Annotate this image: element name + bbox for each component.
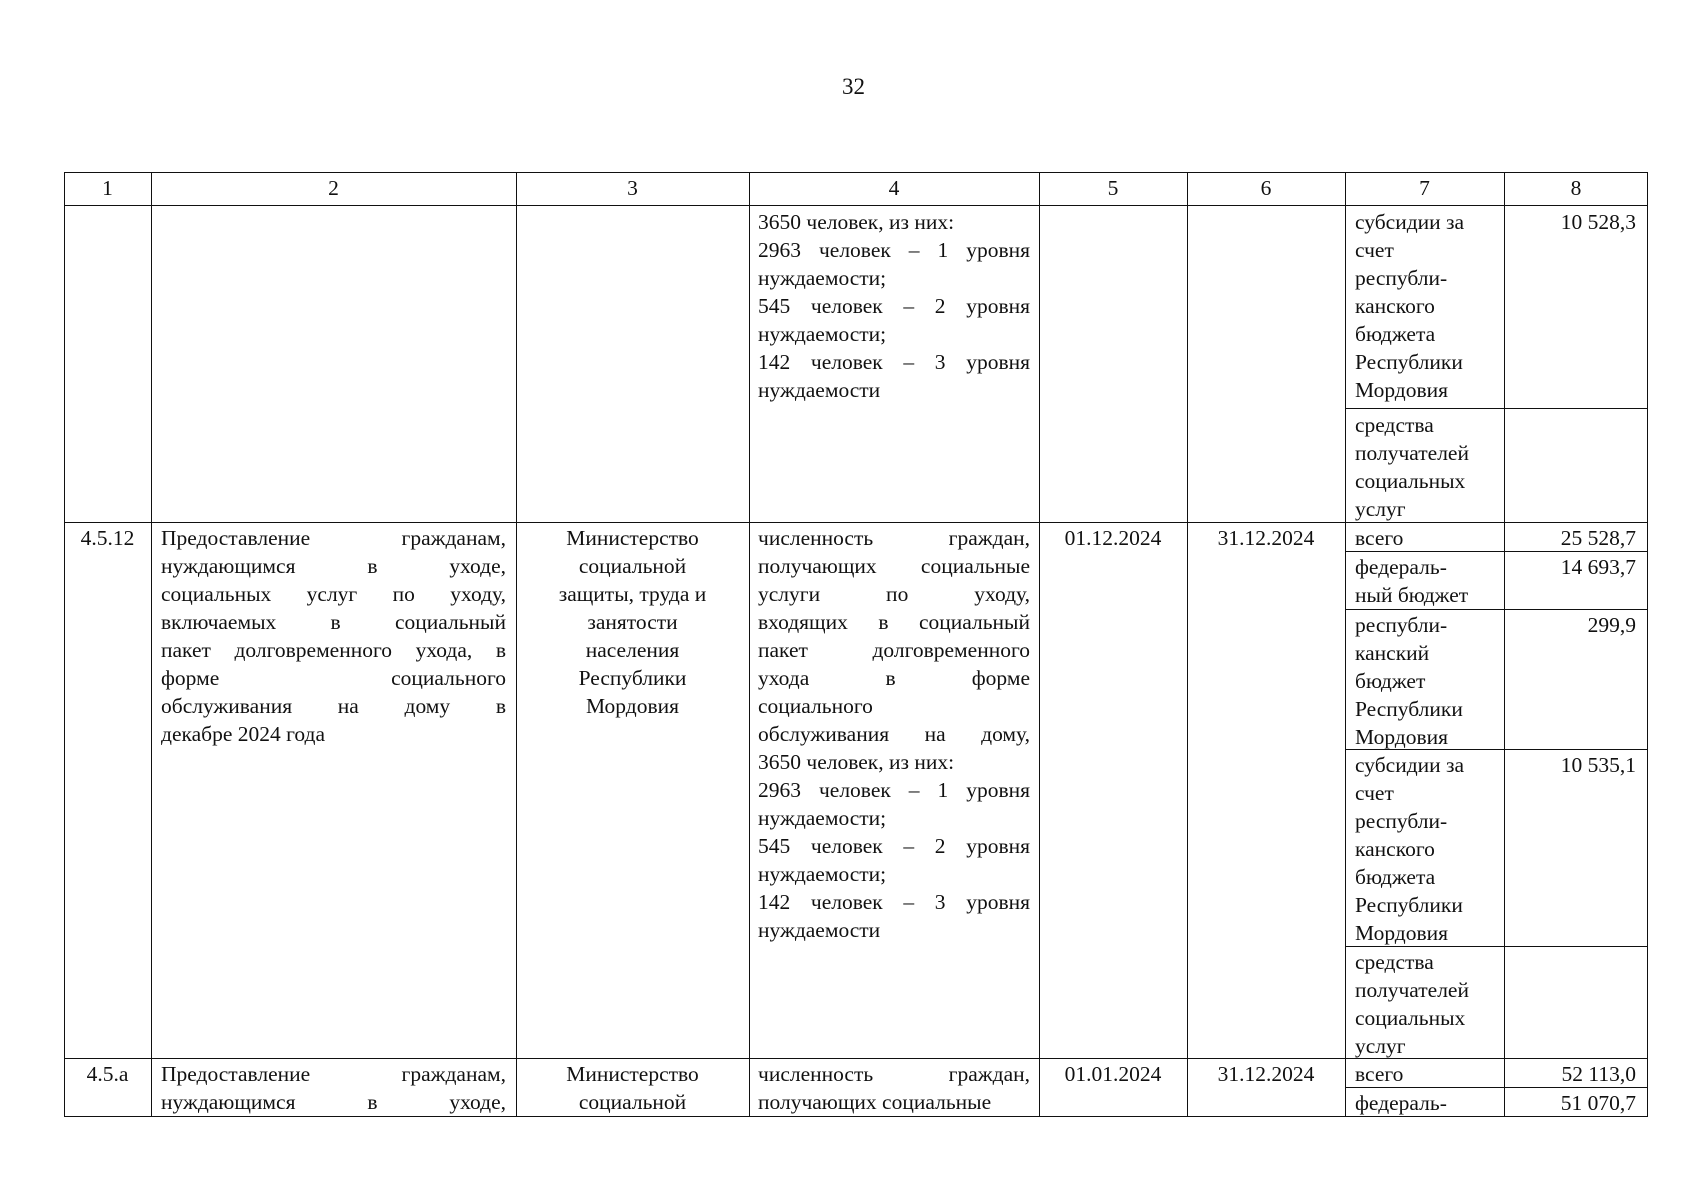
text-line: обслуживания на дому в [161, 694, 506, 718]
responsible-executor [516, 1060, 749, 1116]
text-line: 2963 человек – 1 уровня [758, 778, 1030, 802]
text-line: получающих социальные [758, 554, 1030, 578]
funding-amount: 52 113,0 [1561, 1062, 1636, 1086]
text-line: бюджета [1355, 865, 1436, 889]
text-line: канский [1355, 641, 1430, 665]
column-divider [749, 172, 750, 1117]
text-line: включаемых в социальный [161, 610, 506, 634]
text-line: республи- [1355, 266, 1448, 290]
end-date: 31.12.2024 [1217, 526, 1315, 550]
text-line: средства [1355, 950, 1434, 974]
funding-source-label [1355, 208, 1499, 404]
text-line: защиты, труда и [558, 582, 707, 606]
column-header-3: 3 [627, 176, 638, 200]
text-line: 3650 человек, из них: [758, 210, 955, 234]
text-line: Республики [1355, 893, 1463, 917]
text-line: социальной [578, 1090, 687, 1114]
text-line: Министерство [566, 1062, 699, 1086]
text-line: республи- [1355, 613, 1448, 637]
funding-amount: 10 528,3 [1560, 210, 1636, 234]
text-line: услуги по уходу, [758, 582, 1030, 606]
text-line: входящих в социальный [758, 610, 1030, 634]
column-divider [151, 172, 152, 1117]
text-line: нуждаемости; [758, 266, 887, 290]
text-line: пакет долговременного ухода, в [161, 638, 506, 662]
program-table [64, 172, 1648, 1117]
funding-source-label [1355, 948, 1499, 1060]
funding-source-label [1355, 1060, 1499, 1088]
text-line: Предоставление гражданам, [161, 1062, 506, 1086]
responsible-executor [516, 524, 749, 720]
start-date: 01.12.2024 [1064, 526, 1162, 550]
text-line: социального [758, 694, 873, 718]
funding-source-label [1355, 411, 1499, 523]
text-line: ухода в форме [758, 666, 1030, 690]
text-line: Предоставление гражданам, [161, 526, 506, 550]
column-divider [1039, 172, 1040, 1117]
text-line: 142 человек – 3 уровня [758, 890, 1030, 914]
text-line: населения [585, 638, 680, 662]
text-line: форме социального [161, 666, 506, 690]
text-line: Мордовия [1355, 921, 1449, 945]
event-name [161, 524, 506, 748]
start-date: 01.01.2024 [1064, 1062, 1162, 1086]
text-line: численность граждан, [758, 526, 1030, 550]
text-line: 545 человек – 2 уровня [758, 294, 1030, 318]
text-line: республи- [1355, 809, 1448, 833]
funding-amount: 25 528,7 [1560, 526, 1636, 550]
column-header-7: 7 [1419, 176, 1430, 200]
funding-source-label [1355, 611, 1499, 751]
column-header-4: 4 [888, 176, 900, 200]
text-line: социальной [578, 554, 687, 578]
text-line: получателей [1355, 978, 1469, 1002]
text-line: нуждающимся в уходе, [161, 554, 506, 578]
column-divider [1504, 172, 1505, 1117]
text-line: канского [1355, 837, 1435, 861]
text-line: Республики [578, 666, 687, 690]
text-line: обслуживания на дому, [758, 722, 1030, 746]
continued-indicator [758, 208, 1030, 404]
text-line: субсидии за [1355, 753, 1465, 777]
table-border-left [64, 172, 65, 1117]
text-line: социальных [1355, 1006, 1466, 1030]
text-line: социальных услуг по уходу, [161, 582, 506, 606]
text-line: счет [1355, 781, 1394, 805]
text-line: Мордовия [1355, 725, 1449, 749]
funding-source-label [1355, 1089, 1499, 1117]
text-line: декабре 2024 года [161, 722, 326, 746]
column-header-5: 5 [1107, 176, 1119, 200]
source-divider [1345, 609, 1648, 610]
row-number: 4.5.12 [80, 526, 135, 550]
text-line: канского [1355, 294, 1435, 318]
result-indicator [758, 524, 1030, 944]
text-line: 545 человек – 2 уровня [758, 834, 1030, 858]
funding-source-label [1355, 524, 1499, 552]
column-divider [1345, 172, 1346, 1117]
end-date: 31.12.2024 [1217, 1062, 1315, 1086]
text-line: занятости [587, 610, 678, 634]
source-divider [1345, 408, 1648, 409]
table-border-top [64, 172, 1648, 173]
text-line: нуждаемости; [758, 806, 887, 830]
text-line: всего [1355, 526, 1404, 550]
text-line: получателей [1355, 441, 1469, 465]
text-line: всего [1355, 1062, 1404, 1086]
text-line: ный бюджет [1355, 583, 1469, 607]
funding-amount: 51 070,7 [1560, 1091, 1636, 1115]
text-line: федераль- [1355, 1091, 1447, 1115]
text-line: численность граждан, [758, 1062, 1030, 1086]
text-line: 142 человек – 3 уровня [758, 350, 1030, 374]
text-line: услуг [1355, 1034, 1406, 1058]
text-line: бюджета [1355, 322, 1436, 346]
event-name [161, 1060, 506, 1116]
text-line: Республики [1355, 697, 1463, 721]
text-line: Мордовия [585, 694, 680, 718]
text-line: Республики [1355, 350, 1463, 374]
text-line: 2963 человек – 1 уровня [758, 238, 1030, 262]
funding-source-label [1355, 553, 1499, 609]
text-line: федераль- [1355, 555, 1447, 579]
funding-amount: 299,9 [1587, 613, 1636, 637]
text-line: получающих социальные [758, 1090, 992, 1114]
column-header-1: 1 [102, 176, 113, 200]
text-line: средства [1355, 413, 1434, 437]
text-line: счет [1355, 238, 1394, 262]
result-indicator [758, 1060, 1030, 1116]
column-header-8: 8 [1570, 176, 1582, 200]
text-line: нуждаемости [758, 378, 881, 402]
text-line: бюджет [1355, 669, 1426, 693]
text-line: Министерство [566, 526, 699, 550]
funding-amount: 10 535,1 [1560, 753, 1636, 777]
text-line: субсидии за [1355, 210, 1465, 234]
header-divider [64, 205, 1648, 206]
column-header-6: 6 [1260, 176, 1272, 200]
text-line: нуждаемости [758, 918, 881, 942]
text-line: нуждающимся в уходе, [161, 1090, 506, 1114]
text-line: нуждаемости; [758, 862, 887, 886]
column-divider [1187, 172, 1188, 1117]
table-border-right [1647, 172, 1648, 1117]
text-line: пакет долговременного [758, 638, 1030, 662]
text-line: Мордовия [1355, 378, 1449, 402]
text-line: нуждаемости; [758, 322, 887, 346]
funding-source-label [1355, 751, 1499, 947]
text-line: социальных [1355, 469, 1466, 493]
text-line: 3650 человек, из них: [758, 750, 955, 774]
column-header-2: 2 [328, 176, 339, 200]
row-number: 4.5.а [86, 1062, 129, 1086]
text-line: услуг [1355, 497, 1406, 521]
page-number: 32 [842, 74, 865, 99]
funding-amount: 14 693,7 [1560, 555, 1636, 579]
